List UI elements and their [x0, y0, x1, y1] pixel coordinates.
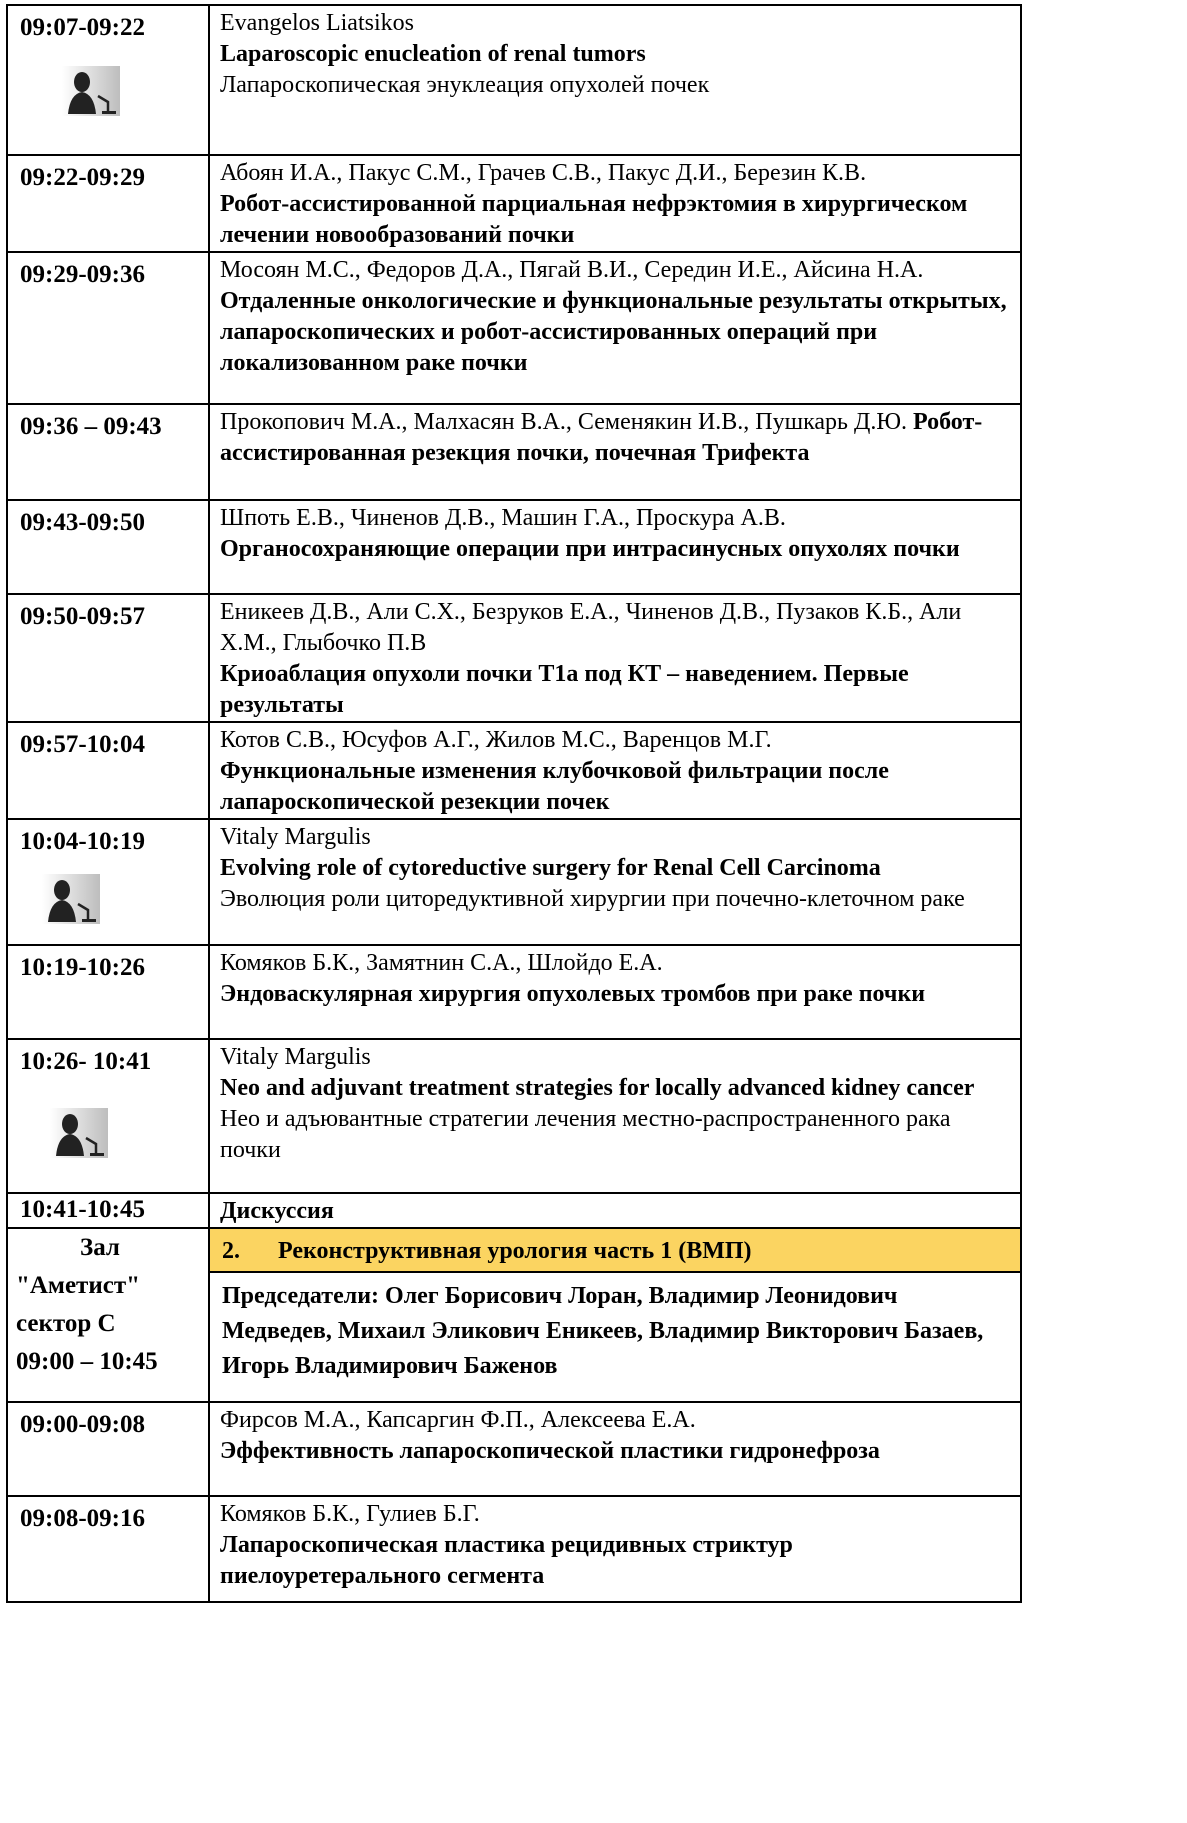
- talk-translation: Нео и адъювантные стратегии лечения местно-распространенного рака почки: [220, 1106, 951, 1163]
- room-name: "Аметист": [16, 1272, 140, 1299]
- time-slot: 09:07-09:22: [20, 14, 145, 41]
- time-slot: 10:26- 10:41: [20, 1048, 152, 1075]
- room-time: 09:00 – 10:45: [16, 1348, 158, 1375]
- authors: Комяков Б.К., Гулиев Б.Г.: [220, 1501, 480, 1527]
- time-slot: 09:50-09:57: [20, 603, 145, 630]
- time-slot: 09:29-09:36: [20, 261, 145, 288]
- table-row: [7, 1193, 1021, 1228]
- section-title-cell: [209, 1228, 1021, 1272]
- speaker-icon: [50, 1108, 108, 1158]
- talk-title: Криоаблация опухоли почки Т1а под КТ – наведением. Первые результаты: [220, 661, 909, 718]
- talk-translation: Эволюция роли циторедуктивной хирургии при почечно-клеточном раке: [220, 886, 965, 912]
- talk-title: Эффективность лапароскопической пластики гидронефроза: [220, 1438, 880, 1464]
- time-slot: 09:00-09:08: [20, 1411, 145, 1438]
- authors: Фирсов М.А., Капсаргин Ф.П., Алексеева Е.А.: [220, 1407, 696, 1433]
- table-row: [7, 1039, 1021, 1193]
- room-sector: сектор С: [16, 1310, 116, 1337]
- table-row: [7, 945, 1021, 1039]
- table-row: [7, 404, 1021, 500]
- table-row: [7, 252, 1021, 404]
- time-slot: 10:19-10:26: [20, 954, 145, 981]
- chairs: Председатели: Олег Борисович Лоран, Владимир Леонидович Медведев, Михаил Эликович Еникеев, Владимир Викторович Базаев, Игорь Владимирович Баженов: [209, 1272, 1021, 1402]
- authors: Мосоян М.С., Федоров Д.А., Пягай В.И., Середин И.Е., Айсина Н.А.: [220, 257, 924, 283]
- speaker-name: Vitaly Margulis: [220, 824, 371, 850]
- table-row: [7, 1402, 1021, 1496]
- talk-title: Лапароскопическая пластика рецидивных стриктур пиелоуретерального сегмента: [220, 1532, 793, 1589]
- time-slot: 09:36 – 09:43: [20, 413, 162, 440]
- talk-title: Отдаленные онкологические и функциональные результаты открытых, лапароскопических и робот-ассистированных операций при локализованном раке почки: [220, 288, 1007, 376]
- talk-title: Эндоваскулярная хирургия опухолевых тромбов при раке почки: [220, 981, 926, 1007]
- authors: Прокопович М.А., Малхасян В.А., Семенякин И.В., Пушкарь Д.Ю.: [220, 409, 908, 435]
- section-number: 2.: [222, 1238, 240, 1264]
- speaker-icon: [42, 874, 100, 924]
- programme-table: [6, 4, 1022, 1603]
- time-slot: 09:43-09:50: [20, 509, 145, 536]
- time-slot: 10:04-10:19: [20, 828, 145, 855]
- time-slot: 09:57-10:04: [20, 731, 145, 758]
- time-slot: 09:22-09:29: [20, 164, 145, 191]
- authors: Еникеев Д.В., Али С.Х., Безруков Е.А., Чиненов Д.В., Пузаков К.Б., Али Х.М., Глыбочко П.В: [220, 599, 962, 656]
- table-row: [7, 500, 1021, 594]
- time-slot: 10:41-10:45: [20, 1196, 145, 1223]
- talk-title: Laparoscopic enucleation of renal tumors: [220, 41, 646, 67]
- talk-title: Робот-ассистированной парциальная нефрэктомия в хирургическом лечении новообразований почки: [220, 191, 968, 248]
- speaker-name: Evangelos Liatsikos: [220, 10, 414, 36]
- authors: Комяков Б.К., Замятнин С.А., Шлойдо Е.А.: [220, 950, 663, 976]
- table-row: [7, 819, 1021, 945]
- speaker-icon: [62, 66, 120, 116]
- authors: Абоян И.А., Пакус С.М., Грачев С.В., Пакус Д.И., Березин К.В.: [220, 160, 867, 186]
- discussion-label: Дискуссия: [220, 1198, 334, 1224]
- talk-title: Органосохраняющие операции при интрасинусных опухолях почки: [220, 536, 960, 562]
- talk-title: Функциональные изменения клубочковой фильтрации после лапароскопической резекции почек: [220, 758, 889, 815]
- table-row: [7, 594, 1021, 722]
- section-title: Реконструктивная урология часть 1 (ВМП): [278, 1238, 752, 1264]
- time-slot: 09:08-09:16: [20, 1505, 145, 1532]
- table-row: [7, 722, 1021, 819]
- authors: Шпоть Е.В., Чиненов Д.В., Машин Г.А., Проскура А.В.: [220, 505, 786, 531]
- talk-translation: Лапароскопическая энуклеация опухолей почек: [220, 72, 710, 98]
- speaker-name: Vitaly Margulis: [220, 1044, 371, 1070]
- table-row: [7, 1496, 1021, 1602]
- talk-title: Neo and adjuvant treatment strategies for locally advanced kidney cancer: [220, 1075, 975, 1101]
- room-label: Зал: [80, 1234, 120, 1261]
- authors: Котов С.В., Юсуфов А.Г., Жилов М.С., Варенцов М.Г.: [220, 727, 772, 753]
- table-row: [7, 155, 1021, 252]
- section-header-row: [7, 1228, 1021, 1272]
- talk-title: Робот-ассистированная резекция почки, почечная Трифекта: [220, 409, 983, 466]
- talk-title: Evolving role of cytoreductive surgery for Renal Cell Carcinoma: [220, 855, 881, 881]
- room-info: [16, 1229, 208, 1381]
- table-row: [7, 5, 1021, 155]
